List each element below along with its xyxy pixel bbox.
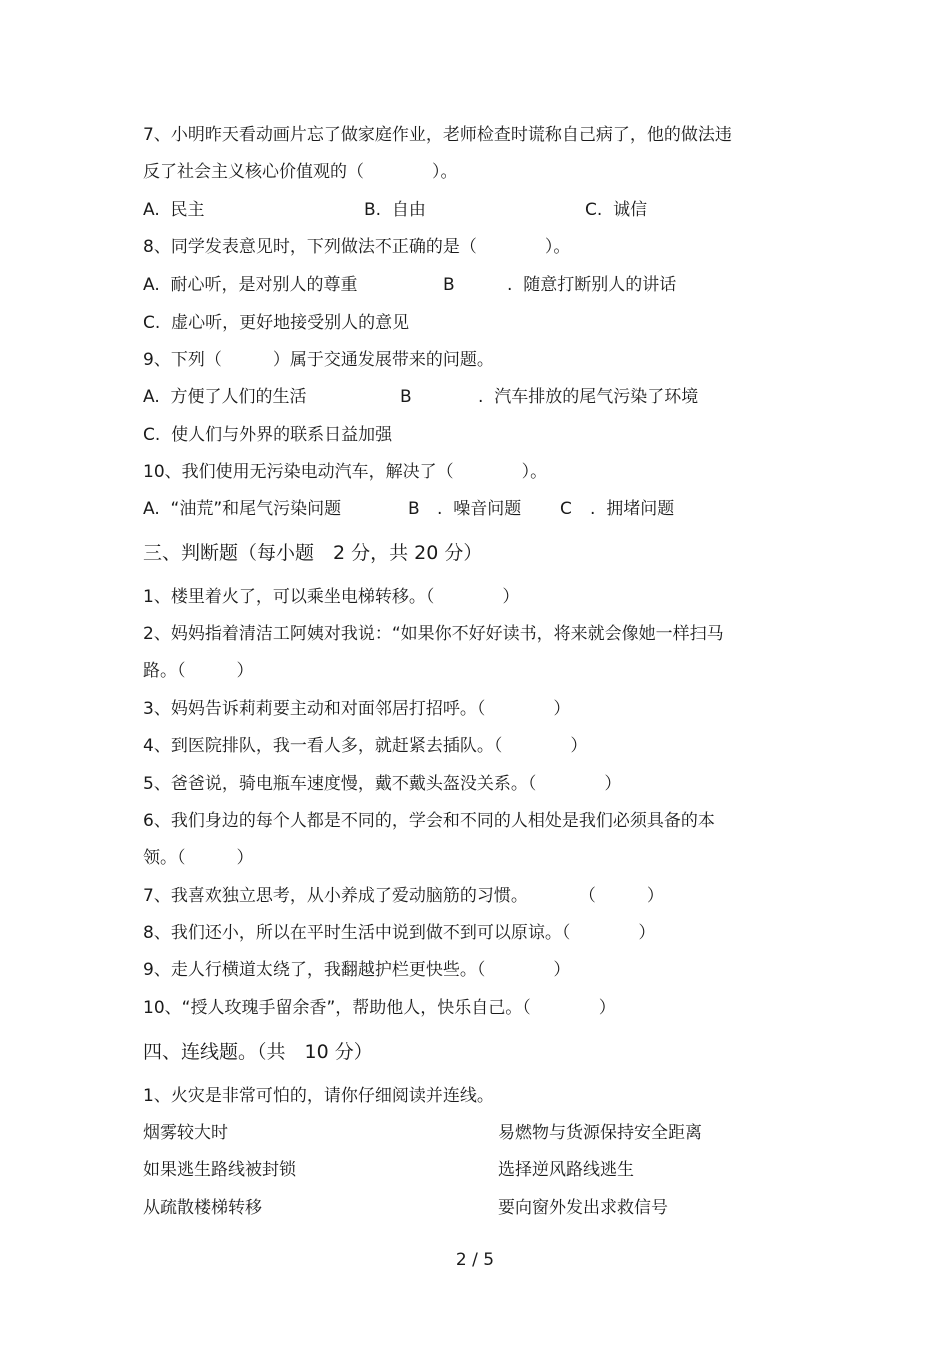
match-right-1: 易燃物与货源保持安全距离 <box>498 1123 702 1143</box>
q8-option-b-text: . 随意打断别人的讲话 <box>507 275 677 295</box>
judge-item-2-line-2: 路。（ ） <box>143 661 254 681</box>
q9-option-a: A. 方便了人们的生活 <box>143 387 307 407</box>
match-left-3: 从疏散楼梯转移 <box>143 1198 262 1218</box>
judge-item-7: 7、我喜欢独立思考，从小养成了爱动脑筋的习惯。 （ ） <box>143 886 664 906</box>
section-3-title: 三、判断题（每小题 2 分，共 20 分） <box>143 542 483 564</box>
match-left-1: 烟雾较大时 <box>143 1123 228 1143</box>
q9-option-b-text: . 汽车排放的尾气污染了环境 <box>478 387 699 407</box>
q10-option-b-letter: B <box>408 499 420 519</box>
judge-item-6-line-1: 6、我们身边的每个人都是不同的，学会和不同的人相处是我们必须具备的本 <box>143 811 715 831</box>
judge-item-8: 8、我们还小，所以在平时生活中说到做不到可以原谅。（ ） <box>143 923 656 943</box>
match-right-2: 选择逆风路线逃生 <box>498 1160 634 1180</box>
page-number: 2 / 5 <box>455 1250 495 1270</box>
q7-option-c: C. 诚信 <box>585 200 648 220</box>
q8-option-a: A. 耐心听，是对别人的尊重 <box>143 275 358 295</box>
q10-option-b-text: . 噪音问题 <box>437 499 522 519</box>
judge-item-6-line-2: 领。（ ） <box>143 848 254 868</box>
judge-item-5: 5、爸爸说，骑电瓶车速度慢，戴不戴头盔没关系。（ ） <box>143 774 622 794</box>
q10-option-a: A. “油荒”和尾气污染问题 <box>143 499 342 519</box>
q9-option-c: C. 使人们与外界的联系日益加强 <box>143 425 393 445</box>
q10-stem: 10、我们使用无污染电动汽车，解决了（ ）。 <box>143 462 548 482</box>
judge-item-4: 4、到医院排队，我一看人多，就赶紧去插队。（ ） <box>143 736 588 756</box>
q7-option-a: A. 民主 <box>143 200 205 220</box>
match-left-2: 如果逃生路线被封锁 <box>143 1160 296 1180</box>
q7-line-2: 反了社会主义核心价值观的（ ）。 <box>143 162 458 182</box>
q7-option-b: B. 自由 <box>364 200 426 220</box>
q7-line-1: 7、小明昨天看动画片忘了做家庭作业，老师检查时谎称自己病了，他的做法违 <box>143 125 732 145</box>
judge-item-2-line-1: 2、妈妈指着清洁工阿姨对我说：“如果你不好好读书，将来就会像她一样扫马 <box>143 624 724 644</box>
q10-option-c-letter: C <box>560 499 572 519</box>
q10-option-c-text: . 拥堵问题 <box>590 499 675 519</box>
q8-stem: 8、同学发表意见时，下列做法不正确的是（ ）。 <box>143 237 571 257</box>
q9-stem: 9、下列（ ）属于交通发展带来的问题。 <box>143 350 494 370</box>
match-question-1: 1、火灾是非常可怕的，请你仔细阅读并连线。 <box>143 1086 494 1106</box>
judge-item-3: 3、妈妈告诉莉莉要主动和对面邻居打招呼。（ ） <box>143 699 571 719</box>
q8-option-b-letter: B <box>443 275 455 295</box>
judge-item-9: 9、走人行横道太绕了，我翻越护栏更快些。（ ） <box>143 960 571 980</box>
match-right-3: 要向窗外发出求救信号 <box>498 1198 668 1218</box>
section-4-title: 四、连线题。（共 10 分） <box>143 1041 373 1063</box>
q9-option-b-letter: B <box>400 387 412 407</box>
judge-item-1: 1、楼里着火了，可以乘坐电梯转移。（ ） <box>143 587 520 607</box>
judge-item-10: 10、“授人玫瑰手留余香”，帮助他人，快乐自己。（ ） <box>143 998 616 1018</box>
q8-option-c: C. 虚心听，更好地接受别人的意见 <box>143 313 410 333</box>
